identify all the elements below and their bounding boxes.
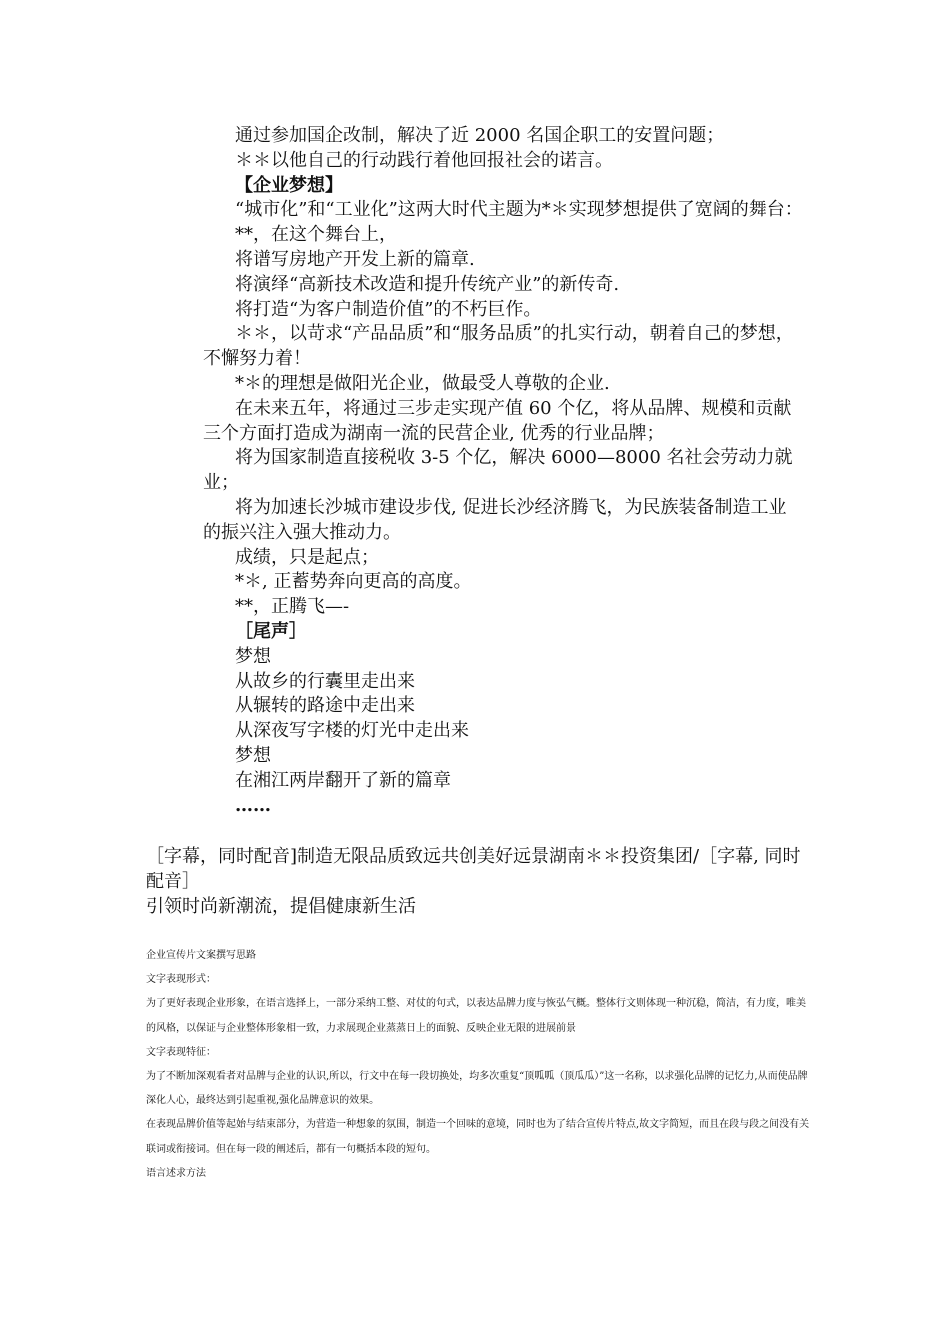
ellipsis: …… (235, 794, 271, 816)
writing-notes (146, 944, 810, 1186)
paragraph: **，在这个舞台上， (235, 224, 397, 246)
paragraph: 将演绎“高新技术改造和提升传统产业”的新传奇. (235, 273, 620, 295)
notes-heading-method: 语言述求方法 (146, 1167, 206, 1179)
notes-heading-form: 文字表现形式： (146, 974, 216, 986)
poem-line: 梦想 (235, 645, 271, 667)
poem-line: 从故乡的行囊里走出来 (235, 670, 415, 692)
subtitle-block (146, 845, 806, 919)
paragraph: ＊＊，以苛求“产品品质”和“服务品质”的扎实行动，朝着自己的梦想，不懈努力着！ (203, 323, 794, 370)
paragraph: 将打造“为客户制造价值”的不朽巨作。 (235, 298, 542, 320)
poem-line: 从辗转的路途中走出来 (235, 695, 415, 717)
notes-title: 企业宣传片文案撰写思路 (146, 950, 256, 961)
notes-paragraph: 为了更好表现企业形象，在语言选择上，一部分采纳工整、对仗的句式，以表达品牌力度与恢弘气概。整体行文则体现一种沉稳，简洁，有力度，唯美的风格，以保证与企业整体形象相一致，力求展现企业蒸蒸日上的面貌、反映企业无限的进展前景 (146, 998, 806, 1034)
paragraph: 将为国家制造直接税收 3-5 个亿，解决 6000—8000 名社会劳动力就业； (203, 447, 793, 494)
poem-line: 梦想 (235, 744, 271, 766)
paragraph: *＊, 正蓄势奔向更高的高度。 (235, 571, 472, 593)
paragraph: *＊的理想是做阳光企业，做最受人尊敬的企业. (235, 372, 610, 394)
section-heading-epilogue: ［尾声］ (235, 620, 307, 642)
paragraph: “城市化”和“工业化”这两大时代主题为*＊实现梦想提供了宽阔的舞台： (235, 199, 803, 221)
paragraph: **，正腾飞—- (235, 596, 350, 618)
notes-paragraph: 在表现品牌价值等起始与结束部分，为营造一种想象的氛围，制造一个回味的意境，同时也为了结合宣传片特点,故文字简短，而且在段与段之间没有关联词或衔接词。但在每一段的阐述后，都有一句概括本段的短句。 (146, 1119, 810, 1155)
paragraph: 在未来五年，将通过三步走实现产值 60 个亿，将从品牌、规模和贡献三个方面打造成为湖南一流的民营企业, 优秀的行业品牌； (203, 397, 792, 444)
paragraph: 将谱写房地产开发上新的篇章. (235, 248, 475, 270)
paragraph: 成绩，只是起点； (235, 546, 379, 568)
poem-line: 在湘江两岸翻开了新的篇章 (235, 769, 451, 791)
paragraph: 通过参加国企改制，解决了近 2000 名国企职工的安置问题； (235, 125, 725, 146)
notes-heading-features: 文字表现特征： (146, 1046, 216, 1058)
paragraph: ＊＊以他自己的行动践行着他回报社会的诺言。 (235, 149, 613, 171)
caption-line: 引领时尚新潮流，提倡健康新生活 (146, 895, 416, 917)
paragraph: 将为加速长沙城市建设步伐, 促进长沙经济腾飞，为民族装备制造工业的振兴注入强大推动力。 (203, 496, 787, 543)
script-body (203, 124, 803, 818)
section-heading-dream: 【企业梦想】 (235, 174, 343, 196)
poem-line: 从深夜写字楼的灯光中走出来 (235, 720, 469, 742)
notes-paragraph: 为了不断加深观看者对品牌与企业的认识,所以，行文中在每一段切换处，均多次重复“顶呱呱（顶瓜瓜）”这一名称，以求强化品牌的记忆力,从而使品牌深化人心，最终达到引起重视,强化品牌意识的效果。 (146, 1071, 808, 1107)
caption-line: ［字幕，同时配音]制造无限品质致远共创美好远景湖南＊＊投资集团/［字幕, 同时配音］ (146, 846, 801, 892)
